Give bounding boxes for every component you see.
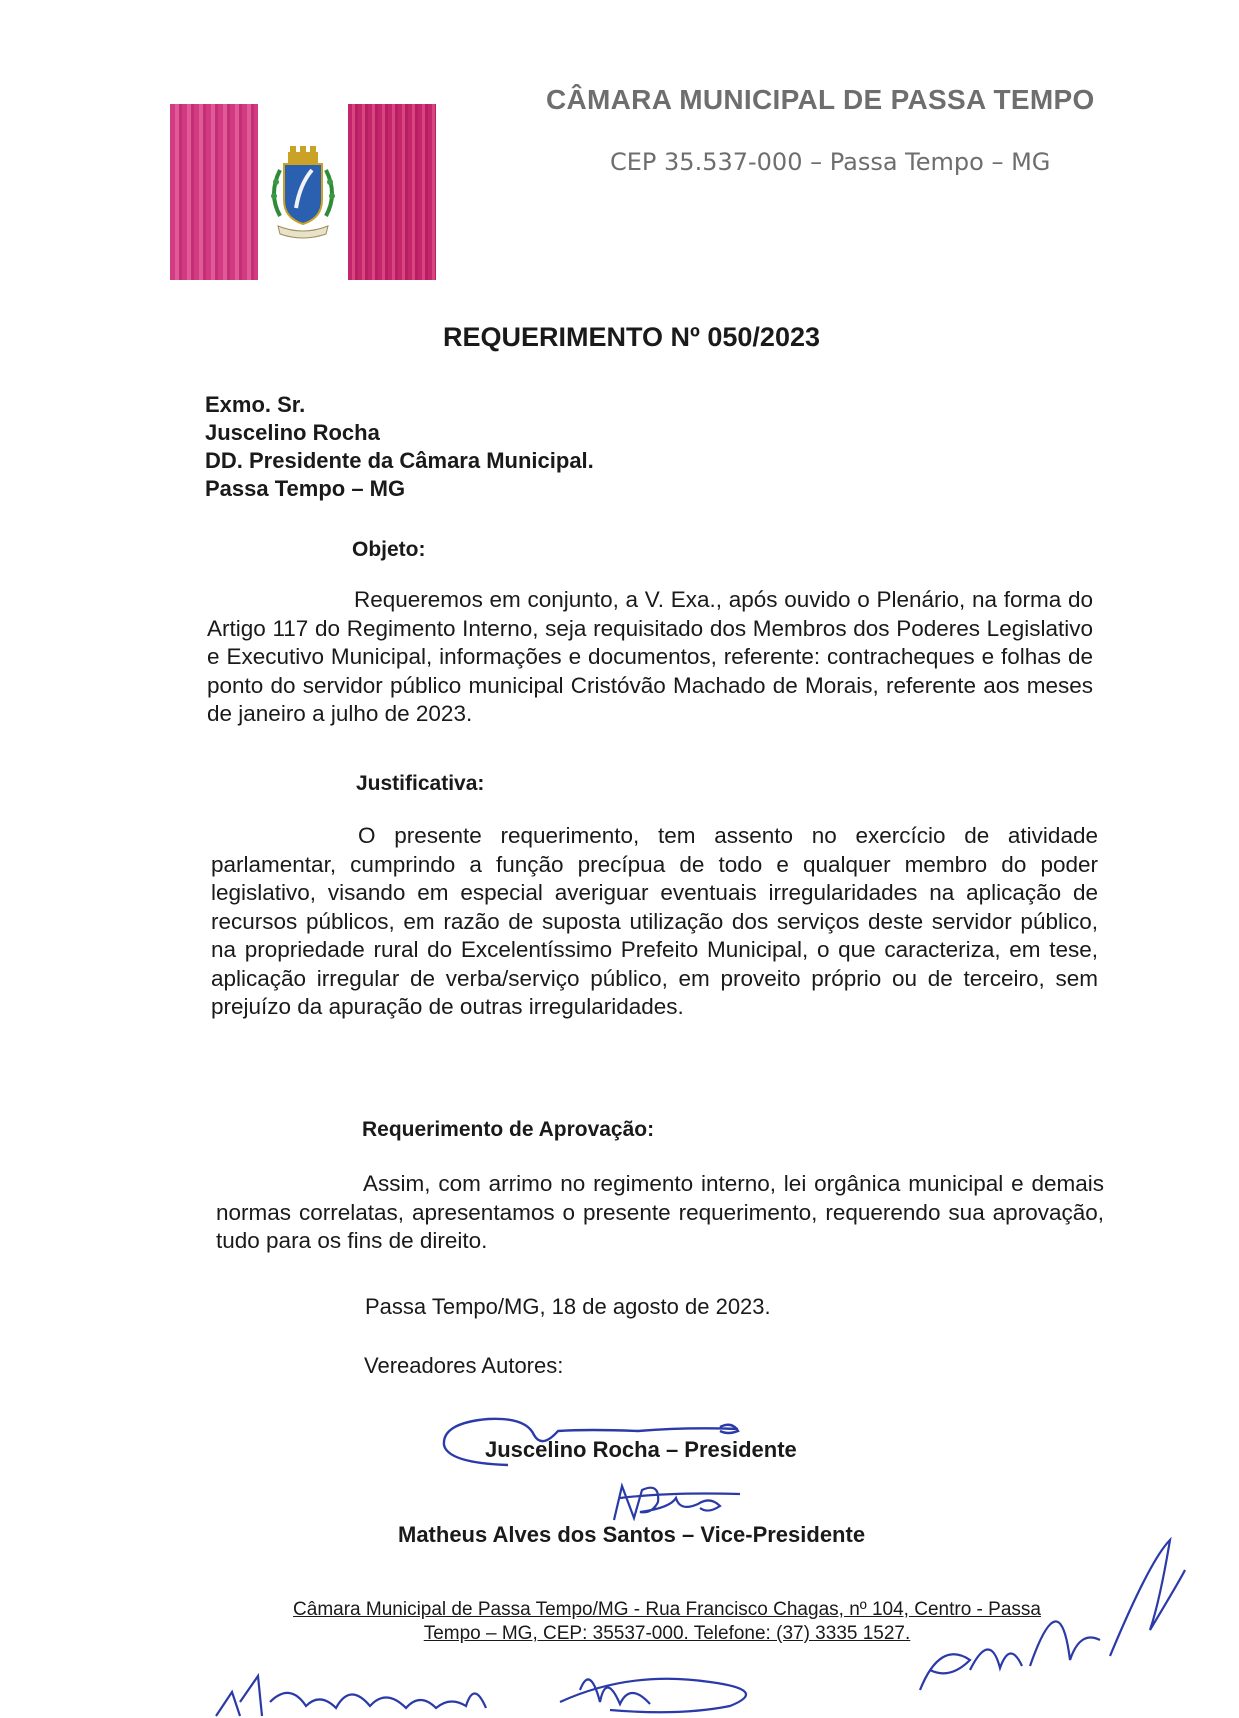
addressee-city: Passa Tempo – MG: [205, 476, 406, 501]
document-title: REQUERIMENTO Nº 050/2023: [443, 322, 820, 352]
aprovacao-paragraph: [216, 1170, 1104, 1256]
justificativa-text: O presente requerimento, tem assento no exercício de atividade parlamentar, cumprindo a função precípua de todo e qualquer membro do poder legislativo, visando em especial averiguar eventuais irregularidades na aplicação de recursos públicos, em razão de suposta utilização dos serviços deste servidor público, na propriedade rural do Excelentíssimo Prefeito Municipal, o que caracteriza, em tese, aplicação irregular de verba/serviço público, em proveito próprio ou de terceiro, sem prejuízo da apuração de outras irregularidades.: [211, 823, 1098, 1019]
justificativa-paragraph: [211, 822, 1098, 1022]
footer-line-2: Tempo – MG, CEP: 35537-000. Telefone: (37) 3335 1527.: [423, 1623, 911, 1644]
footer-line-1: Câmara Municipal de Passa Tempo/MG - Rua Francisco Chagas, nº 104, Centro - Passa: [293, 1599, 1041, 1620]
date-line: Passa Tempo/MG, 18 de agosto de 2023.: [365, 1294, 771, 1319]
municipal-flag-logo: [170, 104, 436, 280]
flag-band-left: [170, 104, 258, 280]
footer-address: [252, 1598, 1082, 1646]
addressee-salutation: Exmo. Sr.: [205, 392, 306, 417]
objeto-heading: Objeto:: [352, 538, 426, 561]
aprovacao-text: Assim, com arrimo no regimento interno, lei orgânica municipal e demais normas correlatas, apresentamos o presente requerimento, requerendo sua aprovação, tudo para os fins de direito.: [216, 1171, 1104, 1253]
flag-band-right: [348, 104, 436, 280]
addressee-role: DD. Presidente da Câmara Municipal.: [205, 448, 594, 473]
addressee-name: Juscelino Rocha: [205, 420, 380, 445]
signatory-president: Juscelino Rocha – Presidente: [485, 1437, 797, 1462]
aprovacao-heading: Requerimento de Aprovação:: [362, 1118, 655, 1141]
objeto-paragraph: [207, 586, 1093, 729]
authors-label: Vereadores Autores:: [364, 1353, 564, 1378]
objeto-text: Requeremos em conjunto, a V. Exa., após ouvido o Plenário, na forma do Artigo 117 do Regimento Interno, seja requisitado dos Membros dos Poderes Legislativo e Executivo Municipal, informações e documentos, referente: contracheques e folhas de ponto do servidor público municipal Cristóvão Machado de Morais, referente aos meses de janeiro a julho de 2023.: [207, 587, 1093, 726]
organization-cep: CEP 35.537-000 – Passa Tempo – MG: [610, 148, 1051, 176]
margin-rubric-bottom: [210, 1662, 810, 1718]
coat-of-arms-icon: [258, 104, 348, 280]
organization-name: CÂMARA MUNICIPAL DE PASSA TEMPO: [546, 84, 1095, 115]
justificativa-heading: Justificativa:: [356, 772, 485, 795]
signatory-vice-president: Matheus Alves dos Santos – Vice-Presidente: [398, 1522, 866, 1547]
